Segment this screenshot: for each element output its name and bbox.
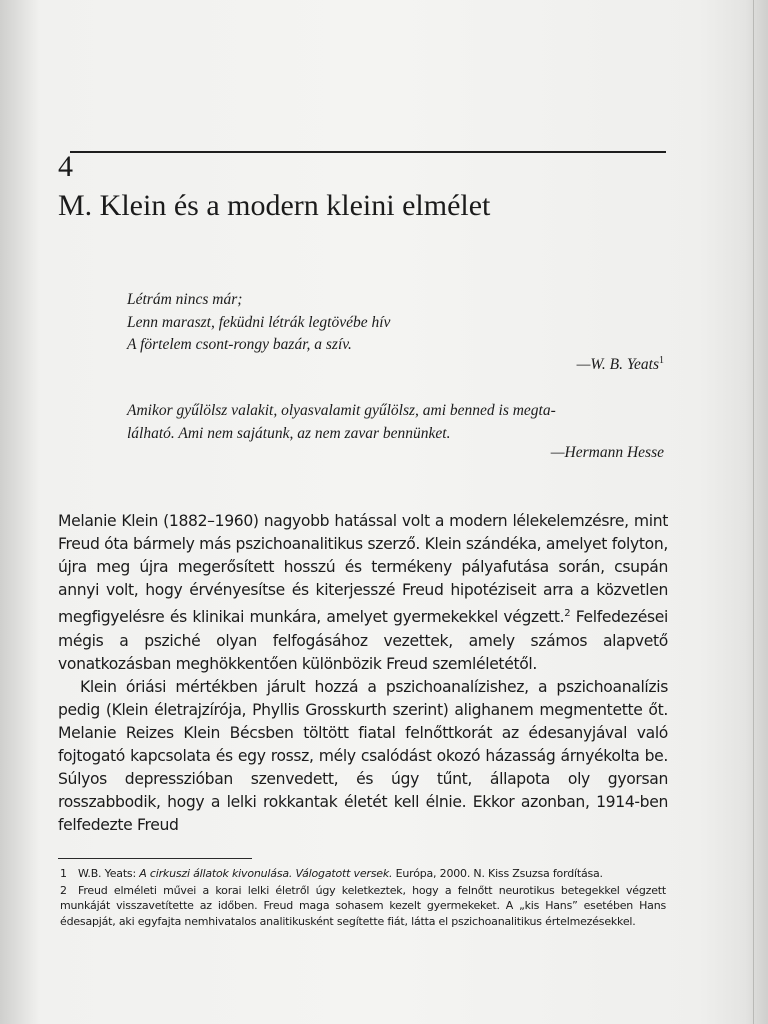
footnote-rule xyxy=(58,858,252,859)
footnote-ref-1: 1 xyxy=(659,355,664,366)
epigraph-attribution-hesse xyxy=(551,444,664,462)
footnote-text: W.B. Yeats: xyxy=(78,867,140,880)
footnote-number: 1 xyxy=(60,867,67,880)
page-edge xyxy=(753,0,754,1024)
chapter-title: M. Klein és a modern kleini elmélet xyxy=(58,189,491,222)
paragraph-text: Melanie Klein (1882–1960) nagyobb hatással volt a modern lélekelemzésre, mint Freud óta bármely más pszichoanalitikus szerző. Klein szándéka, amelyet folyton, újra meg újra megerősített hosszú és termékeny pályafutása során, csupán annyi volt, hogy érvényesítse és kiterjesszé Freud hipotéziseit arra a közvetlen megfigyelésre és klinikai munkára, amelyet gyermekekkel végzett. xyxy=(58,512,668,627)
footnote-text: Európa, 2000. N. Kiss Zsuzsa fordítása. xyxy=(392,867,603,880)
paragraph: Klein óriási mértékben járult hozzá a pszichoanalízishez, a pszichoanalízis pedig (Klein életrajzírója, Phyllis Grosskurth szerint) alighanem megmentette őt. Melanie Reizes Klein Bécsben töltött fiatal felnőttkorát az édesanyjával való fojtogató kapcsolata és egy rossz, mély csalódást okozó házasság árnyékolta be. Súlyos depresszióban szenvedett, és úgy tűnt, állapota oly gyorsan rosszabbodik, hogy a lelki rokkantak életét kell élnie. Ekkor azonban, 1914-ben felfedezte Freud xyxy=(58,677,668,835)
epigraph-line: lálható. Ami nem sajátunk, az nem zavar bennünket. xyxy=(127,424,451,442)
footnote-text: Freud elméleti művei a korai lelki életről úgy keletkeztek, hogy a felnőtt neurotikus betegekkel végzett munkáját visszavetítette az időben. Freud maga sohasem kezelt gyermekeket. A „kis Hans” esetében Hans édesapját, aki egyfajta nemhivatalos analitikusként segítette fiát, látta el pszichoanalitikus értelmezésekkel. xyxy=(60,883,666,928)
epigraph-hesse xyxy=(127,400,672,445)
footnotes xyxy=(60,866,666,930)
chapter-rule xyxy=(70,151,666,153)
paragraph-text: Felfedezései mégis a psziché olyan felfogásához vezettek, amely számos alapvető vonatkozásban meghökkentően különbözik Freud szemléletétől. xyxy=(58,608,668,673)
body-text xyxy=(58,510,668,838)
epigraph-line: Amikor gyűlölsz valakit, olyasvalamit gyűlölsz, ami benned is megta- xyxy=(127,402,556,419)
footnote-title: A cirkuszi állatok kivonulása. Válogatott versek. xyxy=(139,867,393,880)
epigraph-line: A förtelem csont-rongy bazár, a szív. xyxy=(127,336,352,353)
epigraph-line: Létrám nincs már; xyxy=(127,291,243,308)
attribution-text: —Hermann Hesse xyxy=(550,444,664,461)
footnote-2 xyxy=(60,883,666,930)
epigraph-yeats xyxy=(127,289,672,357)
attribution-text: —W. B. Yeats xyxy=(576,356,659,374)
chapter-number: 4 xyxy=(58,150,73,183)
paragraph xyxy=(58,510,668,676)
footnote-ref-2: 2 xyxy=(564,608,571,620)
footnote-number: 2 xyxy=(60,883,67,897)
epigraph-attribution-yeats xyxy=(577,355,664,374)
footnote-1 xyxy=(60,866,666,882)
epigraph-line: Lenn maraszt, feküdni létrák legtövébe hív xyxy=(127,313,391,331)
